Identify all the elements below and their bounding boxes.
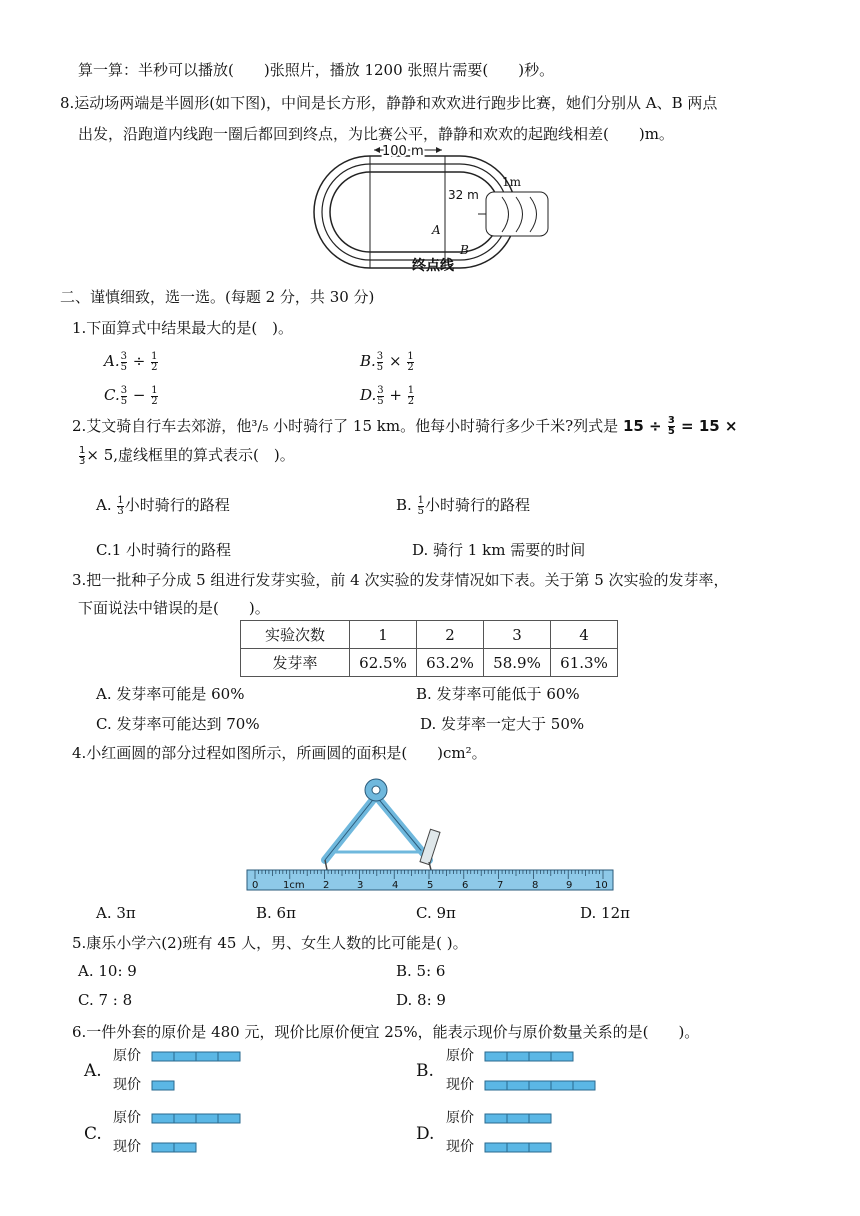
ruler-tick-label: 0 <box>252 880 259 891</box>
q6d-orig-segment <box>507 1114 529 1123</box>
ruler-tick-label: 7 <box>497 880 504 891</box>
q8-line1: 8.运动场两端是半圆形(如下图)，中间是长方形，静静和欢欢进行跑步比赛，她们分别从 A、B 两点 <box>60 94 718 112</box>
q6d-now-segment <box>485 1143 507 1152</box>
q6c-now-segment <box>174 1143 196 1152</box>
section2-heading: 二、谨慎细致，选一选。(每题 2 分，共 30 分) <box>60 288 375 306</box>
q6c-orig-segment <box>218 1114 240 1123</box>
q6-option-d-label: D. <box>416 1124 435 1144</box>
q6-bar-diagrams <box>0 1040 860 1200</box>
table-cell: 4 <box>551 621 618 649</box>
q5-option-c: C. 7 : 8 <box>78 991 133 1009</box>
table-cell: 61.3% <box>551 649 618 677</box>
table-cell: 62.5% <box>350 649 417 677</box>
q6b-orig-segment <box>551 1052 573 1061</box>
germination-table <box>240 620 618 677</box>
q3-option-a: A. 发芽率可能是 60% <box>96 685 245 703</box>
q2-line1: 2.艾文骑自行车去郊游，他³/₅ 小时骑行了 15 km。他每小时骑行多少千米?列式是 15 ÷ $\frac{3}{5}$ = 15 × <box>72 415 738 437</box>
ruler-tick-label: 6 <box>462 880 469 891</box>
ruler-tick-label: 9 <box>566 880 573 891</box>
q6b-now-segment <box>529 1081 551 1090</box>
q4-option-d: D. 12π <box>580 904 630 922</box>
q6b-now-segment <box>507 1081 529 1090</box>
q6b-orig-label: 原价 <box>446 1048 474 1064</box>
q3-option-d: D. 发芽率一定大于 50% <box>420 715 585 733</box>
q6a-orig-segment <box>196 1052 218 1061</box>
table-cell: 实验次数 <box>241 621 350 649</box>
q6a-now-label: 现价 <box>113 1077 141 1093</box>
ruler-tick-label: 5 <box>427 880 434 891</box>
table-cell: 3 <box>484 621 551 649</box>
table-cell: 2 <box>417 621 484 649</box>
table-cell: 1 <box>350 621 417 649</box>
ruler-tick-label: 2 <box>323 880 330 891</box>
point-a: A <box>432 223 441 237</box>
q6c-orig-label: 原价 <box>113 1110 141 1126</box>
q2-option-d: D. 骑行 1 km 需要的时间 <box>412 541 586 559</box>
ruler-tick-label: 1cm <box>283 880 305 891</box>
q6b-orig-segment <box>507 1052 529 1061</box>
q5-option-a: A. 10: 9 <box>78 962 137 980</box>
table-row <box>241 649 618 677</box>
q6c-now-segment <box>152 1143 174 1152</box>
table-cell: 63.2% <box>417 649 484 677</box>
q4-stem: 4.小红画圆的部分过程如图所示，所画圆的面积是( )cm²。 <box>72 744 487 762</box>
point-b: B <box>460 243 469 257</box>
q6a-orig-label: 原价 <box>113 1048 141 1064</box>
q1-option-d: D. $\frac{3}{5}$ + $\frac{1}{2}$ <box>360 384 415 407</box>
q6c-orig-segment <box>152 1114 174 1123</box>
q6c-orig-segment <box>174 1114 196 1123</box>
q6-option-b-label: B. <box>416 1061 434 1081</box>
q6b-now-segment <box>485 1081 507 1090</box>
q2-option-a: A. $\frac{1}{3}$ 小时骑行的路程 <box>96 494 230 517</box>
q2-option-c: C.1 小时骑行的路程 <box>96 541 232 559</box>
q6c-orig-segment <box>196 1114 218 1123</box>
q3-option-b: B. 发芽率可能低于 60% <box>416 685 580 703</box>
ruler-tick-label: 10 <box>595 880 608 891</box>
track-diagram <box>310 142 550 272</box>
compass-ruler-figure <box>243 772 623 902</box>
table-header-row <box>241 621 618 649</box>
q1-option-a: A. $\frac{3}{5}$ ÷ $\frac{1}{2}$ <box>104 350 158 373</box>
q6d-now-segment <box>529 1143 551 1152</box>
lane-label: 1m <box>502 175 522 189</box>
q6d-now-label: 现价 <box>446 1139 474 1155</box>
ruler-tick-label: 3 <box>357 880 364 891</box>
q3-line2: 下面说法中错误的是( )。 <box>78 599 270 617</box>
q6b-now-label: 现价 <box>446 1077 474 1093</box>
q6d-orig-segment <box>485 1114 507 1123</box>
q5-option-d: D. 8: 9 <box>396 991 446 1009</box>
q6d-orig-segment <box>529 1114 551 1123</box>
q3-option-c: C. 发芽率可能达到 70% <box>96 715 260 733</box>
q6b-orig-segment <box>529 1052 551 1061</box>
q6d-orig-label: 原价 <box>446 1110 474 1126</box>
q4-option-a: A. 3π <box>96 904 136 922</box>
q6a-now-segment <box>152 1081 174 1090</box>
q6c-now-label: 现价 <box>113 1139 141 1155</box>
q6b-now-segment <box>551 1081 573 1090</box>
q3-line1: 3.把一批种子分成 5 组进行发芽实验，前 4 次实验的发芽情况如下表。关于第 5 次实验的发芽率， <box>72 571 729 589</box>
q1-stem: 1.下面算式中结果最大的是( )。 <box>72 319 294 337</box>
compass-icon <box>325 779 440 870</box>
ruler-tick-label: 8 <box>532 880 539 891</box>
q8-line2: 出发，沿跑道内线跑一圈后都回到终点，为比赛公平，静静和欢欢的起跑线相差( )m。 <box>78 125 674 143</box>
q5-option-b: B. 5: 6 <box>396 962 446 980</box>
q5-stem: 5.康乐小学六(2)班有 45 人，男、女生人数的比可能是( )。 <box>72 934 468 952</box>
q4-option-b: B. 6π <box>256 904 296 922</box>
width-label: 32 m <box>448 188 479 202</box>
q2-line2: $\frac{1}{3}$ × 5,虚线框里的算式表示( )。 <box>79 444 295 467</box>
q6b-now-segment <box>573 1081 595 1090</box>
q6a-orig-segment <box>174 1052 196 1061</box>
q6b-orig-segment <box>485 1052 507 1061</box>
q6a-orig-segment <box>152 1052 174 1061</box>
table-cell: 发芽率 <box>241 649 350 677</box>
q4-option-c: C. 9π <box>416 904 456 922</box>
ruler-tick-label: 4 <box>392 880 399 891</box>
q6a-orig-segment <box>218 1052 240 1061</box>
table-cell: 58.9% <box>484 649 551 677</box>
q2-option-b: B. $\frac{1}{5}$ 小时骑行的路程 <box>396 494 530 517</box>
q6-option-a-label: A. <box>84 1061 102 1081</box>
q6-option-c-label: C. <box>84 1124 102 1144</box>
q1-option-b: B. $\frac{3}{5}$ × $\frac{1}{2}$ <box>360 350 414 373</box>
q6-stem: 6.一件外套的原价是 480 元，现价比原价便宜 25%，能表示现价与原价数量关系的是( )。 <box>72 1023 700 1041</box>
finish-line-label: 终点线 <box>412 258 454 274</box>
q6d-now-segment <box>507 1143 529 1152</box>
intro-line: 算一算：半秒可以播放( )张照片，播放 1200 张照片需要( )秒。 <box>78 61 555 79</box>
length-label: 100 m <box>382 144 424 159</box>
q1-option-c: C. $\frac{3}{5}$ − $\frac{1}{2}$ <box>104 384 158 407</box>
